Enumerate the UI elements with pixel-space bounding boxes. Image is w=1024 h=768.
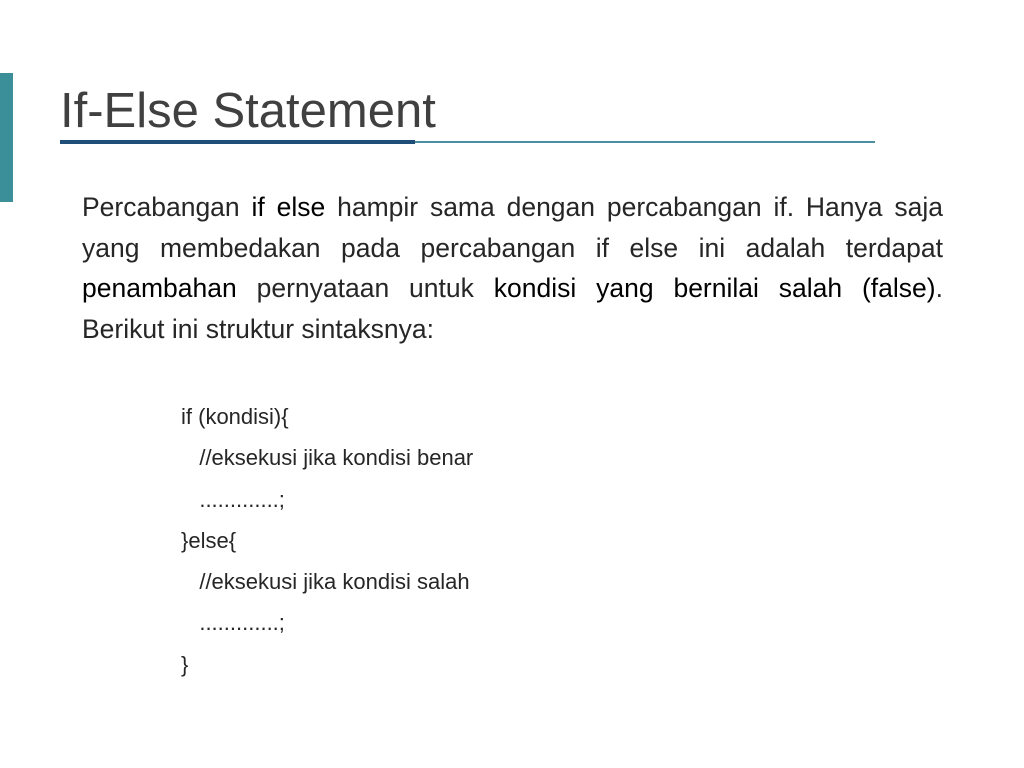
code-line: if (kondisi){ [181,404,289,429]
code-line: } [181,651,189,677]
code-line: //eksekusi jika kondisi salah [181,569,470,595]
body-text-segment: hampir sama dengan percabangan if. Hanya saja yang membedakan pada percabangan if else ini adalah terdapat [82,192,943,263]
emphasis-false-condition: kondisi yang bernilai salah (false) [493,273,936,303]
body-text-segment: . Berikut ini struktur sintaksnya: [82,273,943,344]
title-underline-accent [60,140,415,144]
code-block [181,396,473,685]
slide-title: If-Else Statement [60,84,436,138]
code-line: .............; [181,610,285,636]
body-text-segment: pernyataan untuk [236,273,494,303]
emphasis-if-else: if else [251,192,326,222]
body-paragraph [82,187,943,349]
code-line: .............; [181,486,285,512]
code-line: }else{ [181,527,237,553]
emphasis-penambahan: penambahan [82,273,237,303]
code-line: //eksekusi jika kondisi benar [181,445,474,471]
body-text-segment: Percabangan [82,192,252,222]
accent-bar [0,73,13,202]
